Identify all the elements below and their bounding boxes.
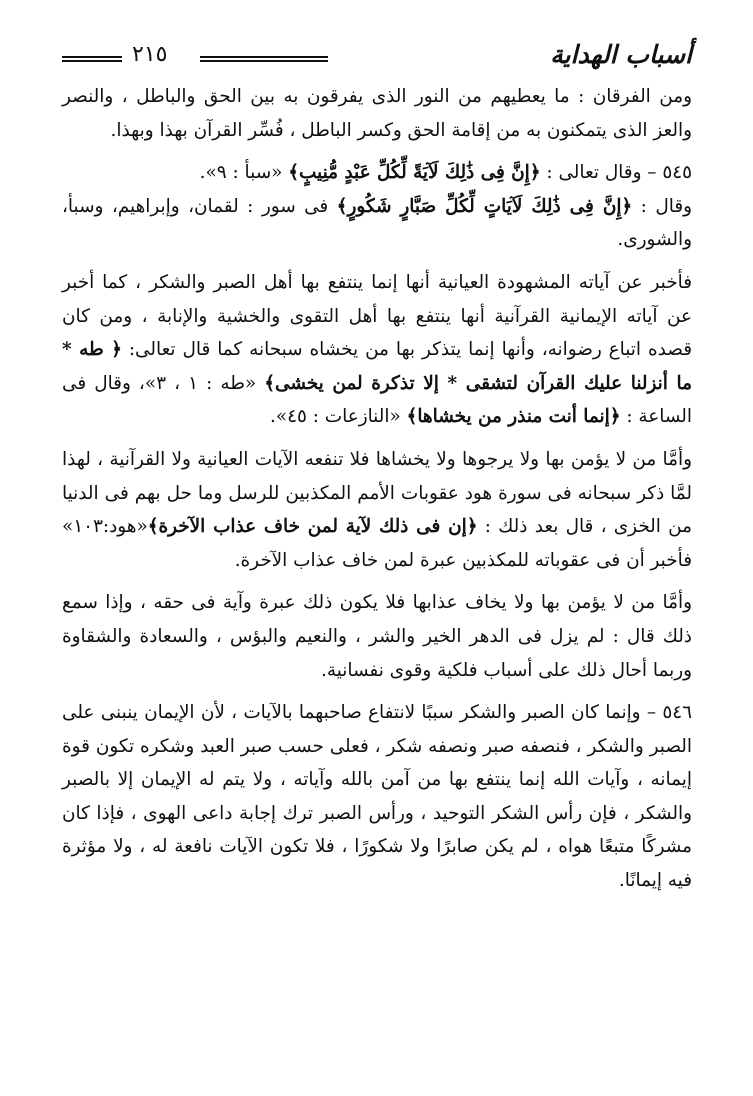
- paragraph-4-before: فأخبر عن آياته المشهودة العيانية أنها إنما ينتفع بها أهل الصبر والشكر ، كما أخبر عن آياته الإيمانية القرآنية أنها ينتفع بها أهل التقوى والخشية والإنابة ، ومن كان قصده اتباع رضوانه، وأنها إنما يتذكر بها من يخشاه سبحانه كما قال تعالى:: [62, 271, 692, 361]
- page-number: ٢١٥: [132, 42, 168, 67]
- paragraph-2-after: «سبأ : ٩».: [199, 162, 289, 184]
- paragraph-3-before: وقال :: [632, 195, 692, 217]
- page-header: [62, 38, 692, 80]
- quran-verse: ﴿إِنَّ فِى ذَٰلِكَ لَآيَةً لِّكُلِّ عَبْدٍ مُّنِيبٍ﴾: [288, 162, 541, 184]
- paragraph-2: [62, 156, 692, 190]
- paragraph-5-before: وأمَّا من لا يؤمن بها ولا يرجوها ولا يخشاها فلا تنفعه الآيات العيانية ولا القرآنية ، لهذا لمَّا ذكر سبحانه فى سورة هود عقوبات الأمم المكذبين للرسل وما حل بهم فى الدنيا من الخزى ، قال بعد ذلك :: [62, 448, 692, 538]
- quran-verse: ﴿إنما أنت منذر من يخشاها﴾: [406, 406, 621, 428]
- quran-verse: ﴿إِنَّ فِى ذَٰلِكَ لَآيَاتٍ لِّكُلِّ صَبَّارٍ شَكُورٍ﴾: [336, 195, 633, 217]
- paragraph-4-after: «النازعات : ٤٥».: [270, 406, 407, 428]
- paragraph-7-text: ٥٤٦ – وإنما كان الصبر والشكر سببًا لانتفاع صاحبهما بالآيات ، لأن الإيمان ينبنى على الصبر والشكر ، فنصفه صبر ونصفه شكر ، فعلى حسب صبر العبد وشكره تكون قوة إيمانه ، وآيات الله إنما ينتفع بها من آمن بالله وآياته ، ولا يتم له الإيمان إلا بالصبر والشكر ، فإن رأس الشكر التوحيد ، ورأس الصبر ترك إجابة داعى الهوى ، فإذا كان مشركًا متبعًا هواه ، لم يكن صابرًا ولا شكورًا ، فلا تكون الآيات نافعة له ، ولا مؤثرة فيه إيمانًا.: [62, 702, 692, 892]
- paragraph-3-after: فى سور : لقمان، وإبراهيم، وسبأ، والشورى.: [62, 195, 692, 251]
- paragraph-4-middle: «طه : ١ ، ٣»، وقال فى الساعة :: [62, 372, 692, 428]
- paragraph-5-after: «هود:١٠٣» فأخبر أن فى عقوباته للمكذبين عبرة لمن خاف عذاب الآخرة.: [62, 516, 692, 571]
- paragraph-6: [62, 586, 692, 687]
- paragraph-1-text: ومن الفرقان : ما يعطيهم من النور الذى يفرقون به بين الحق والباطل ، والنصر والعز الذى يتمكنون به من إقامة الحق وكسر الباطل ، فُسِّر القرآن بهذا وبهذا.: [62, 86, 692, 141]
- book-page: [62, 38, 692, 898]
- paragraph-4: [62, 266, 692, 434]
- paragraph-5: [62, 443, 692, 577]
- quran-verse: ﴿إن فى ذلك لآية لمن خاف عذاب الآخرة﴾: [147, 516, 478, 538]
- paragraph-6-text: وأمَّا من لا يؤمن بها ولا يخاف عذابها فلا يكون ذلك عبرة وآية فى حقه ، وإذا سمع ذلك قال : لم يزل فى الدهر الخير والشر ، والنعيم والبؤس ، والسعادة والشقاوة وربما أحال ذلك على أسباب فلكية وقوى نفسانية.: [62, 592, 692, 681]
- paragraph-3: [62, 190, 692, 257]
- paragraph-7: [62, 696, 692, 898]
- paragraph-2-before: ٥٤٥ – وقال تعالى :: [540, 162, 692, 184]
- paragraph-1: [62, 80, 692, 147]
- header-rule-middle: [200, 56, 328, 62]
- running-title: أسباب الهداية: [550, 40, 692, 69]
- header-rule-left: [62, 56, 122, 62]
- quran-verse: ﴿ طه * ما أنزلنا عليك القرآن لتشقى * إلا تذكرة لمن يخشى﴾: [62, 339, 692, 394]
